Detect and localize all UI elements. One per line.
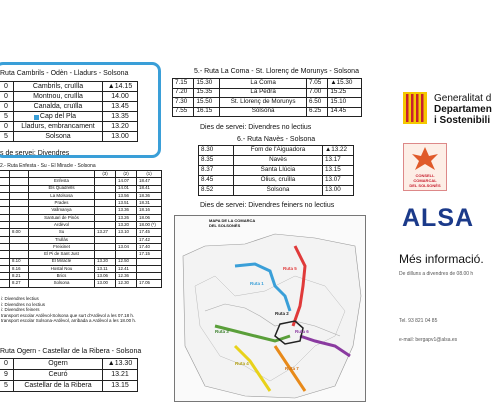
map-label-ruta1: Ruta 1 — [250, 281, 264, 286]
time-cell — [10, 200, 29, 207]
time-cell: 15.35 — [194, 88, 220, 98]
stop-cell: Solsona — [234, 186, 323, 196]
stop-cell: Freixinet — [29, 243, 95, 250]
time-cell — [10, 222, 29, 229]
time-cell — [10, 178, 29, 185]
time-cell — [95, 251, 116, 258]
alsa-logo: ALSA — [402, 204, 475, 232]
time-cell — [10, 243, 29, 250]
time-cell — [95, 207, 116, 214]
stop-cell: Cambrils, cruïlla — [14, 82, 103, 92]
info-heading: Més informació. — [399, 252, 484, 266]
generalitat-logo — [403, 92, 427, 124]
time-cell: 17.15 — [137, 251, 162, 258]
stop-cell: El Miracle — [29, 258, 95, 265]
time-cell: 13.10 — [116, 229, 137, 236]
time-cell: 18.00 (*) — [137, 222, 162, 229]
time-cell: 5 — [0, 381, 14, 392]
time-cell: 0 — [0, 92, 14, 102]
table-row — [0, 370, 138, 381]
time-cell: 17.45 — [137, 229, 162, 236]
time-cell: 18.41 — [137, 185, 162, 192]
table-row — [0, 236, 162, 243]
stop-cell: Els Quadrells — [29, 185, 95, 192]
arrow-up-icon: ▲ — [330, 78, 337, 86]
time-cell — [0, 222, 10, 229]
table-row — [0, 207, 162, 214]
time-cell — [10, 192, 29, 199]
stop-cell: Santa Llúcia — [234, 166, 323, 176]
map-label-ruta6: Ruta 6 — [295, 329, 309, 334]
time-cell: 8.27 — [10, 280, 29, 287]
time-cell: 13.27 — [95, 229, 116, 236]
column-header: (2) — [116, 171, 137, 178]
time-cell: 13.20 — [103, 122, 138, 132]
time-cell: 13.07 — [323, 176, 354, 186]
time-cell — [0, 243, 10, 250]
consell-line2: COMARCAL — [413, 178, 437, 183]
time-cell — [0, 200, 10, 207]
stop-cell: La Coma — [220, 79, 307, 89]
time-cell: 6.25 — [306, 107, 327, 117]
comarca-map — [174, 215, 366, 402]
time-cell: 17.42 — [137, 236, 162, 243]
time-cell — [0, 273, 10, 280]
time-cell — [0, 207, 10, 214]
time-cell — [0, 178, 10, 185]
generalitat-line3: i Sostenibili — [434, 115, 491, 126]
time-cell — [0, 280, 10, 287]
time-cell: 0 — [0, 82, 14, 92]
table-row — [199, 146, 354, 156]
info-phone: Tel. 93 821 04 85 — [399, 318, 438, 324]
stop-cell: La Pedra — [220, 88, 307, 98]
consell-comarcal-logo — [403, 143, 447, 191]
ruta1-service: s de servei: Divendres — [0, 150, 70, 157]
time-cell: 0 — [0, 122, 14, 132]
time-cell — [137, 265, 162, 272]
map-drawing — [175, 216, 365, 401]
map-label-ruta5: Ruta 5 — [283, 266, 297, 271]
table-row — [199, 176, 354, 186]
table-row — [0, 222, 162, 229]
time-cell: 8.10 — [10, 258, 29, 265]
stop-cell: Ogern — [14, 359, 103, 370]
ruta2-title: 2.- Ruta Enfesta - Su - El Miracle - Solsona — [0, 163, 96, 169]
ruta5-service: Dies de servei: Divendres no lectius — [200, 124, 312, 131]
stop-cell: Trullàs — [29, 236, 95, 243]
time-cell: 16.15 — [194, 107, 220, 117]
time-cell: 8.16 — [10, 265, 29, 272]
stop-cell: Navès — [234, 156, 323, 166]
ruta3-title: Ruta Ogern - Castellar de la Ribera - Solsona — [0, 348, 142, 355]
time-cell: 13.20 — [95, 258, 116, 265]
consell-cross-icon — [404, 144, 446, 174]
map-title-line2: DEL SOLSONÈS — [209, 223, 241, 228]
table-row — [0, 214, 162, 221]
time-cell: 13.17 — [323, 156, 354, 166]
time-cell: 14.07 — [116, 178, 137, 185]
stop-cell: Castellar de la Ribera — [14, 381, 103, 392]
map-label-ruta2: Ruta 2 — [275, 311, 289, 316]
time-cell — [10, 214, 29, 221]
stop-cell: Solsona — [220, 107, 307, 117]
ruta3-table — [0, 358, 138, 392]
stop-cell: Ceuró — [14, 370, 103, 381]
time-cell: 8.30 — [199, 146, 234, 156]
time-cell: 13.21 — [103, 370, 138, 381]
time-cell: 15.25 — [328, 88, 362, 98]
time-cell: ▲13.22 — [323, 146, 354, 156]
time-cell: 14.00 — [103, 92, 138, 102]
time-cell: 12.41 — [116, 265, 137, 272]
arrow-up-icon: ▲ — [107, 360, 115, 368]
time-cell: 8.00 — [10, 229, 29, 236]
time-cell — [10, 207, 29, 214]
ruta5-table — [172, 78, 362, 117]
time-cell: 13.04 — [116, 243, 137, 250]
time-cell: 7.30 — [173, 98, 194, 108]
map-title-line1: MAPA DE LA COMARCA — [209, 218, 256, 223]
stop-cell: Solsona — [14, 132, 103, 142]
time-cell: 7.00 — [306, 88, 327, 98]
time-cell: 18.31 — [137, 200, 162, 207]
time-cell: 18.06 — [137, 214, 162, 221]
time-cell — [116, 251, 137, 258]
stop-cell: Ardèvol — [29, 222, 95, 229]
map-label-ruta7: Ruta 7 — [285, 366, 299, 371]
info-email: e-mail: bergapv1@alsa.es — [399, 337, 458, 343]
time-cell: ▲13.30 — [103, 359, 138, 370]
column-header: (3) — [95, 171, 116, 178]
time-cell: 8.35 — [199, 156, 234, 166]
consell-line3: DEL SOLSONÈS — [409, 183, 441, 188]
table-row — [0, 280, 162, 287]
time-cell — [10, 251, 29, 258]
time-cell — [0, 251, 10, 258]
table-row — [0, 381, 138, 392]
time-cell — [95, 185, 116, 192]
time-cell: 5 — [0, 112, 14, 122]
table-row — [0, 178, 162, 185]
time-cell: 13.36 — [116, 207, 137, 214]
stop-cell: Enfesta — [29, 178, 95, 185]
table-row — [0, 273, 162, 280]
time-cell: 12.50 — [116, 258, 137, 265]
time-cell — [0, 229, 10, 236]
time-cell: 18.47 — [137, 178, 162, 185]
ruta6-title: 6.- Ruta Navès - Solsona — [237, 136, 316, 143]
ruta1-highlight-box — [0, 62, 161, 158]
time-cell: 13.20 — [116, 222, 137, 229]
ruta6-service: Dies de servei: Divendres feiners no lectius — [200, 202, 335, 209]
time-cell — [95, 222, 116, 229]
time-cell: 13.15 — [103, 381, 138, 392]
map-label-ruta3: Ruta 3 — [215, 329, 229, 334]
time-cell: 7.55 — [173, 107, 194, 117]
ruta1-title: Ruta Cambrils - Odèn - Lladurs - Solsona — [0, 70, 129, 77]
stop-cell: Vallmanya — [29, 207, 95, 214]
time-cell — [95, 243, 116, 250]
time-cell: 13.45 — [103, 102, 138, 112]
time-cell: 14.45 — [328, 107, 362, 117]
time-cell — [0, 185, 10, 192]
time-cell: ▲14.15 — [103, 82, 138, 92]
time-cell — [95, 236, 116, 243]
time-cell — [95, 214, 116, 221]
stop-cell: Prades — [29, 200, 95, 207]
stop-cell: Solsona — [29, 280, 95, 287]
time-cell: 8.45 — [199, 176, 234, 186]
stop-cell: La Molsosa — [29, 192, 95, 199]
table-row — [0, 200, 162, 207]
time-cell: 7.20 — [173, 88, 194, 98]
time-cell: 6.50 — [306, 98, 327, 108]
stop-cell: Lladurs, embrancament — [14, 122, 103, 132]
column-header — [0, 171, 10, 178]
stop-cell: Cap del Pla — [14, 112, 103, 122]
time-cell — [0, 265, 10, 272]
time-cell: 13.35 — [103, 112, 138, 122]
time-cell — [10, 185, 29, 192]
time-cell — [0, 258, 10, 265]
table-row — [0, 265, 162, 272]
time-cell: 13.51 — [116, 200, 137, 207]
time-cell — [10, 236, 29, 243]
time-cell: 12.30 — [116, 280, 137, 287]
table-row — [0, 258, 162, 265]
time-cell: 5 — [0, 132, 14, 142]
footnote: transport escolar Solsona-Ardèvol, arribada a Ardèvol a les 18.00 h. — [1, 318, 137, 323]
column-header — [10, 171, 29, 178]
stop-cell: Canalda, cruïlla — [14, 102, 103, 112]
column-header — [29, 171, 95, 178]
footnote: transport escolar Ardèvol-Solsona que surt d'Ardèvol a les 07.18 h. — [1, 312, 135, 318]
ruta2-table — [0, 170, 162, 288]
table-row — [173, 107, 362, 117]
stop-cell: Santuari de Pinós — [29, 214, 95, 221]
table-row — [0, 359, 138, 370]
time-cell: 18.16 — [137, 207, 162, 214]
time-cell: 8.37 — [199, 166, 234, 176]
time-cell: 0 — [0, 102, 14, 112]
cursor-marker — [34, 115, 39, 120]
table-row — [0, 251, 162, 258]
time-cell: 13.15 — [323, 166, 354, 176]
table-row — [173, 98, 362, 108]
generalitat-senyera-icon — [403, 92, 427, 124]
time-cell: 14.01 — [116, 185, 137, 192]
stop-cell: Su — [29, 229, 95, 236]
time-cell — [0, 236, 10, 243]
table-row — [173, 88, 362, 98]
time-cell: 9 — [0, 370, 14, 381]
time-cell: ▲15.30 — [328, 79, 362, 89]
time-cell — [137, 273, 162, 280]
ruta2-notes — [1, 296, 136, 324]
footnote: i: Divendres no lectius — [1, 301, 46, 307]
footnote: i: Divendres feiners — [1, 307, 40, 312]
stop-cell: Brics — [29, 273, 95, 280]
arrow-up-icon: ▲ — [107, 82, 115, 90]
time-cell: 13.00 — [323, 186, 354, 196]
time-cell: 13.00 — [103, 132, 138, 142]
footnote: i: Divendres lectius — [1, 296, 39, 301]
table-row — [0, 185, 162, 192]
time-cell: 0 — [0, 359, 14, 370]
ruta6-table — [198, 145, 354, 196]
stop-cell: El Pi de Sant Just — [29, 251, 95, 258]
ruta5-title: 5.- Ruta La Coma - St. Llorenç de Morunys - Solsona — [194, 68, 359, 75]
time-cell — [95, 178, 116, 185]
time-cell: 8.21 — [10, 273, 29, 280]
table-row — [199, 186, 354, 196]
time-cell: 8.52 — [199, 186, 234, 196]
stop-cell: Fom de l'Aiguadora — [234, 146, 323, 156]
time-cell: 17.40 — [137, 243, 162, 250]
stop-cell: Olius, cruïlla — [234, 176, 323, 186]
time-cell: 13.56 — [116, 192, 137, 199]
comarca-outline — [183, 234, 361, 398]
map-label-ruta4: Ruta 4 — [235, 361, 249, 366]
time-cell: 13.06 — [95, 273, 116, 280]
table-row — [0, 192, 162, 199]
time-cell: 18.36 — [137, 192, 162, 199]
stop-cell: St. Llorenç de Morunys — [220, 98, 307, 108]
consell-line1: CONSELL — [415, 173, 435, 178]
time-cell — [95, 200, 116, 207]
time-cell: 15.30 — [194, 79, 220, 89]
arrow-up-icon: ▲ — [325, 146, 332, 154]
time-cell: 15.50 — [194, 98, 220, 108]
stop-cell: Montnou, cruïlla — [14, 92, 103, 102]
time-cell: 12.36 — [116, 273, 137, 280]
time-cell — [0, 192, 10, 199]
table-row — [199, 166, 354, 176]
table-row — [0, 243, 162, 250]
time-cell — [116, 236, 137, 243]
time-cell: 7.05 — [306, 79, 327, 89]
stop-cell: Hostal Nou — [29, 265, 95, 272]
time-cell: 13.26 — [116, 214, 137, 221]
time-cell: 13.11 — [95, 265, 116, 272]
generalitat-line1: Generalitat d — [434, 93, 492, 104]
time-cell: 17.05 — [137, 280, 162, 287]
time-cell: 13.00 — [95, 280, 116, 287]
table-row — [0, 229, 162, 236]
table-row — [199, 156, 354, 166]
column-header: (1) — [137, 171, 162, 178]
table-row — [173, 79, 362, 89]
time-cell — [137, 258, 162, 265]
generalitat-line2: Departamen — [434, 104, 492, 115]
time-cell: 15.10 — [328, 98, 362, 108]
time-cell — [0, 214, 10, 221]
info-hours: De dilluns a divendres de 08.00 h — [399, 271, 474, 277]
time-cell: 7.15 — [173, 79, 194, 89]
time-cell — [95, 192, 116, 199]
